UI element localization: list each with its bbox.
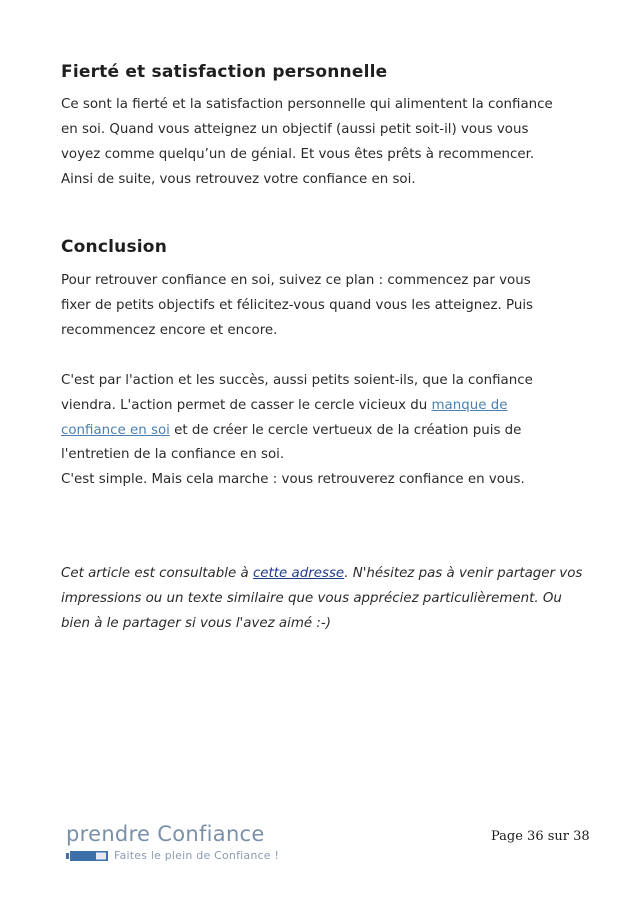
section-heading-conclusion: Conclusion	[61, 237, 167, 257]
page-number: Page 36 sur 38	[491, 829, 590, 844]
article-address-link[interactable]: cette adresse	[252, 566, 345, 581]
text-line: bien à le partager si vous l'avez aimé :-)	[61, 616, 331, 631]
text-line: fixer de petits objectifs et félicitez-vous quand vous les atteignez. Puis	[61, 298, 534, 313]
battery-icon	[66, 851, 108, 861]
text-segment: et de créer le cercle vertueux de la création puis de	[169, 423, 522, 438]
brand-logo	[66, 822, 296, 872]
text-line: impressions ou un texte similaire que vous appréciez particulièrement. Ou	[61, 591, 562, 606]
brand-name: prendre Confiance	[66, 822, 265, 846]
text-line: C'est simple. Mais cela marche : vous retrouverez confiance en vous.	[61, 472, 525, 487]
text-line: l'entretien de la confiance en soi.	[61, 447, 285, 462]
paragraph-conclusion-1	[61, 268, 581, 343]
text-line: recommencez encore et encore.	[61, 323, 278, 338]
manque-de-confiance-link-continued[interactable]: confiance en soi	[61, 423, 170, 438]
text-line: C'est par l'action et les succès, aussi petits soient-ils, que la confiance	[61, 373, 533, 388]
text-segment: viendra. L'action permet de casser le cercle vicieux du	[61, 398, 432, 413]
text-line	[61, 561, 581, 586]
text-line: en soi. Quand vous atteignez un objectif (aussi petit soit-il) vous vous	[61, 122, 529, 137]
paragraph-conclusion-2	[61, 368, 581, 492]
text-segment: Cet article est consultable à	[61, 566, 253, 581]
text-line: voyez comme quelqu’un de génial. Et vous êtes prêts à recommencer.	[61, 147, 535, 162]
article-note	[61, 561, 581, 636]
text-line: Ce sont la fierté et la satisfaction personnelle qui alimentent la confiance	[61, 97, 553, 112]
text-segment: . N'hésitez pas à venir partager vos	[344, 566, 583, 581]
text-line	[61, 393, 581, 418]
section-heading-fierte: Fierté et satisfaction personnelle	[61, 62, 388, 82]
brand-tagline: Faites le plein de Confiance !	[114, 849, 280, 862]
text-line: Pour retrouver confiance en soi, suivez ce plan : commencez par vous	[61, 273, 531, 288]
paragraph-fierte	[61, 92, 581, 192]
manque-de-confiance-link[interactable]: manque de	[431, 398, 508, 413]
text-line	[61, 418, 581, 443]
text-line: Ainsi de suite, vous retrouvez votre confiance en soi.	[61, 172, 416, 187]
